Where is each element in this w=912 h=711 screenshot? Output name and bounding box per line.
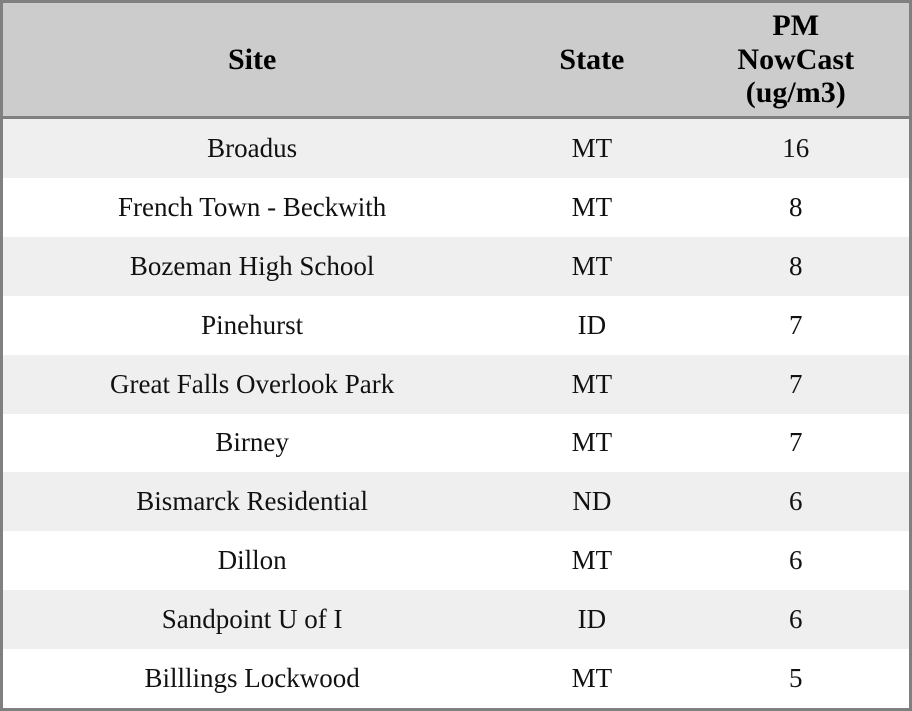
cell-state: MT <box>501 531 682 590</box>
cell-site: Sandpoint U of I <box>3 590 501 649</box>
cell-state: MT <box>501 117 682 178</box>
cell-site: Broadus <box>3 117 501 178</box>
cell-site: Pinehurst <box>3 296 501 355</box>
cell-value: 8 <box>682 178 909 237</box>
cell-state: MT <box>501 355 682 414</box>
cell-state: MT <box>501 414 682 473</box>
cell-state: MT <box>501 178 682 237</box>
cell-site: Bozeman High School <box>3 237 501 296</box>
table-row <box>3 237 909 296</box>
table-header <box>3 3 909 117</box>
table-row <box>3 355 909 414</box>
cell-site: Dillon <box>3 531 501 590</box>
cell-value: 6 <box>682 590 909 649</box>
cell-state: MT <box>501 649 682 708</box>
table-row <box>3 649 909 708</box>
cell-value: 7 <box>682 355 909 414</box>
table-row <box>3 296 909 355</box>
cell-value: 7 <box>682 414 909 473</box>
cell-value: 6 <box>682 472 909 531</box>
column-header-pm-nowcast-line-1: PM <box>772 9 820 42</box>
cell-state: MT <box>501 237 682 296</box>
table-body <box>3 117 909 708</box>
table-row <box>3 531 909 590</box>
table-row <box>3 472 909 531</box>
cell-site: French Town - Beckwith <box>3 178 501 237</box>
column-header-state: State <box>501 3 682 117</box>
cell-state: ID <box>501 590 682 649</box>
table-row <box>3 590 909 649</box>
table-row <box>3 117 909 178</box>
cell-value: 7 <box>682 296 909 355</box>
cell-site: Great Falls Overlook Park <box>3 355 501 414</box>
aqi-table <box>3 3 909 708</box>
column-header-site: Site <box>3 3 501 117</box>
cell-site: Bismarck Residential <box>3 472 501 531</box>
cell-site: Billlings Lockwood <box>3 649 501 708</box>
cell-value: 8 <box>682 237 909 296</box>
cell-state: ID <box>501 296 682 355</box>
table-row <box>3 414 909 473</box>
column-header-pm-nowcast <box>682 3 909 117</box>
table-header-row <box>3 3 909 117</box>
table-row <box>3 178 909 237</box>
cell-value: 16 <box>682 117 909 178</box>
cell-site: Birney <box>3 414 501 473</box>
column-header-pm-nowcast-line-3: (ug/m3) <box>745 76 846 110</box>
cell-value: 5 <box>682 649 909 708</box>
cell-value: 6 <box>682 531 909 590</box>
column-header-pm-nowcast-line-2: NowCast <box>737 42 855 76</box>
cell-state: ND <box>501 472 682 531</box>
